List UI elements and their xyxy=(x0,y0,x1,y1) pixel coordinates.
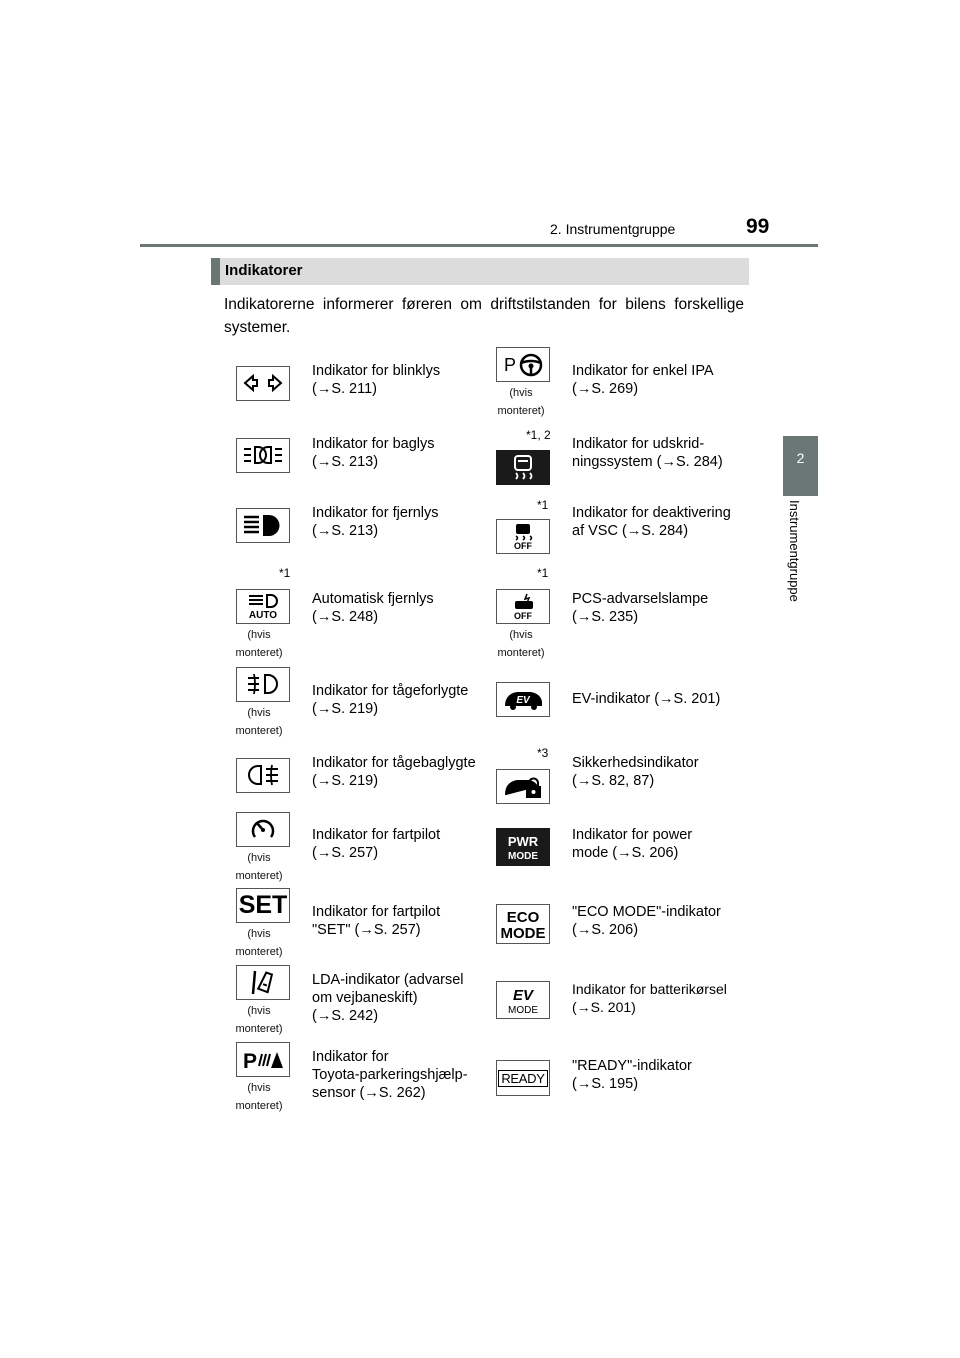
ev-indicator-icon xyxy=(496,682,550,717)
eco-mode-icon xyxy=(496,904,550,944)
chapter-tab-label: Instrumentgruppe xyxy=(787,500,802,602)
indicator-text-rear-fog: Indikator for tågebaglygte (→S. 219) xyxy=(312,755,476,789)
indicator-text-security: Sikkerhedsindikator (→S. 82, 87) xyxy=(572,755,699,789)
simple-ipa-icon xyxy=(496,347,550,382)
note-if-fitted: (hvis monteret) xyxy=(497,629,545,659)
indicator-text-ev: EV-indikator (→S. 201) xyxy=(572,691,721,707)
set-label: SET xyxy=(238,891,288,919)
ev-label: EV xyxy=(516,695,530,706)
ev-label: EV xyxy=(512,987,534,1004)
mode-label: MODE xyxy=(508,1005,538,1016)
footnote-marker: *1 xyxy=(279,566,291,580)
p-label: P xyxy=(243,1050,258,1073)
cruise-control-icon xyxy=(236,812,290,847)
auto-label: AUTO xyxy=(248,610,278,620)
indicator-text-power-mode: Indikator for power mode (→S. 206) xyxy=(572,827,693,861)
cruise-set-icon xyxy=(236,888,290,923)
running-header-section: 2. Instrumentgruppe xyxy=(550,221,676,237)
note-if-fitted: (hvis monteret) xyxy=(497,387,545,417)
indicator-text-ready: "READY"-indikator (→S. 195) xyxy=(572,1058,692,1092)
ev-mode-icon xyxy=(496,981,550,1019)
ready-icon xyxy=(496,1060,550,1096)
indicator-text-pcs: PCS-advarselslampe (→S. 235) xyxy=(572,591,709,625)
ready-label: READY xyxy=(498,1070,547,1087)
indicator-text-cruise-set: Indikator for fartpilot "SET" (→S. 257) xyxy=(312,904,441,938)
off-label: OFF xyxy=(514,541,532,550)
security-indicator-icon xyxy=(496,769,550,804)
page-number: 99 xyxy=(746,215,770,238)
turn-signal-icon xyxy=(236,366,290,401)
note-if-fitted: (hvis monteret) xyxy=(235,928,283,958)
mode-label: MODE xyxy=(508,851,538,862)
auto-high-beam-icon xyxy=(236,589,290,624)
footnote-marker: *1 xyxy=(537,498,549,512)
section-heading-bar xyxy=(211,258,220,285)
front-fog-light-icon xyxy=(236,667,290,702)
tail-light-icon xyxy=(236,438,290,473)
footnote-marker: *3 xyxy=(537,746,549,760)
footnote-marker: *1, 2 xyxy=(526,428,551,442)
slip-indicator-icon xyxy=(496,450,550,485)
indicator-text-high-beam: Indikator for fjernlys (→S. 213) xyxy=(312,505,439,539)
section-title: Indikatorer xyxy=(225,262,303,279)
pwr-label: PWR xyxy=(507,834,539,849)
note-if-fitted: (hvis monteret) xyxy=(235,1005,283,1035)
high-beam-icon xyxy=(236,508,290,543)
indicator-text-ev-mode: Indikator for batterikørsel (→S. 201) xyxy=(572,981,727,1015)
footnote-marker: *1 xyxy=(537,566,549,580)
note-if-fitted: (hvis monteret) xyxy=(235,852,283,882)
indicator-text-eco-mode: "ECO MODE"-indikator (→S. 206) xyxy=(572,904,721,938)
indicator-text-lda: LDA-indikator (advarsel om vejbaneskift) (→S. 242) xyxy=(312,972,464,1024)
rear-fog-light-icon xyxy=(236,758,290,793)
indicator-text-parking-sensor: Indikator for Toyota-parkeringshjælp- sensor (→S. 262) xyxy=(312,1049,468,1101)
off-label: OFF xyxy=(514,611,532,620)
header-rule xyxy=(140,244,818,247)
note-if-fitted: (hvis monteret) xyxy=(235,1082,283,1112)
power-mode-icon xyxy=(496,828,550,866)
note-if-fitted: (hvis monteret) xyxy=(235,707,283,737)
mode-label: MODE xyxy=(501,925,545,941)
indicator-text-tail-light: Indikator for baglys (→S. 213) xyxy=(312,436,435,470)
eco-label: ECO xyxy=(506,909,540,926)
indicator-text-simple-ipa: Indikator for enkel IPA (→S. 269) xyxy=(572,363,714,397)
indicator-text-vsc-off: Indikator for deaktivering af VSC (→S. 284) xyxy=(572,505,731,539)
parking-sensor-icon xyxy=(236,1042,290,1077)
note-if-fitted: (hvis monteret) xyxy=(235,629,283,659)
lda-icon xyxy=(236,965,290,1000)
indicator-text-front-fog: Indikator for tågeforlygte (→S. 219) xyxy=(312,683,469,717)
pcs-warning-icon xyxy=(496,589,550,624)
indicator-text-turn-signal: Indikator for blinklys (→S. 211) xyxy=(312,363,441,397)
intro-paragraph: Indikatorerne informerer føreren om driftstilstanden for bilens forskellige systemer. xyxy=(224,296,744,336)
indicator-text-auto-high-beam: Automatisk fjernlys (→S. 248) xyxy=(312,591,434,625)
chapter-tab: 2 xyxy=(783,436,818,496)
indicator-text-cruise: Indikator for fartpilot (→S. 257) xyxy=(312,827,441,861)
indicator-text-slip: Indikator for udskrid- ningssystem (→S. 284) xyxy=(572,436,723,470)
ipa-p-label: P xyxy=(504,355,517,375)
vsc-off-icon xyxy=(496,519,550,554)
